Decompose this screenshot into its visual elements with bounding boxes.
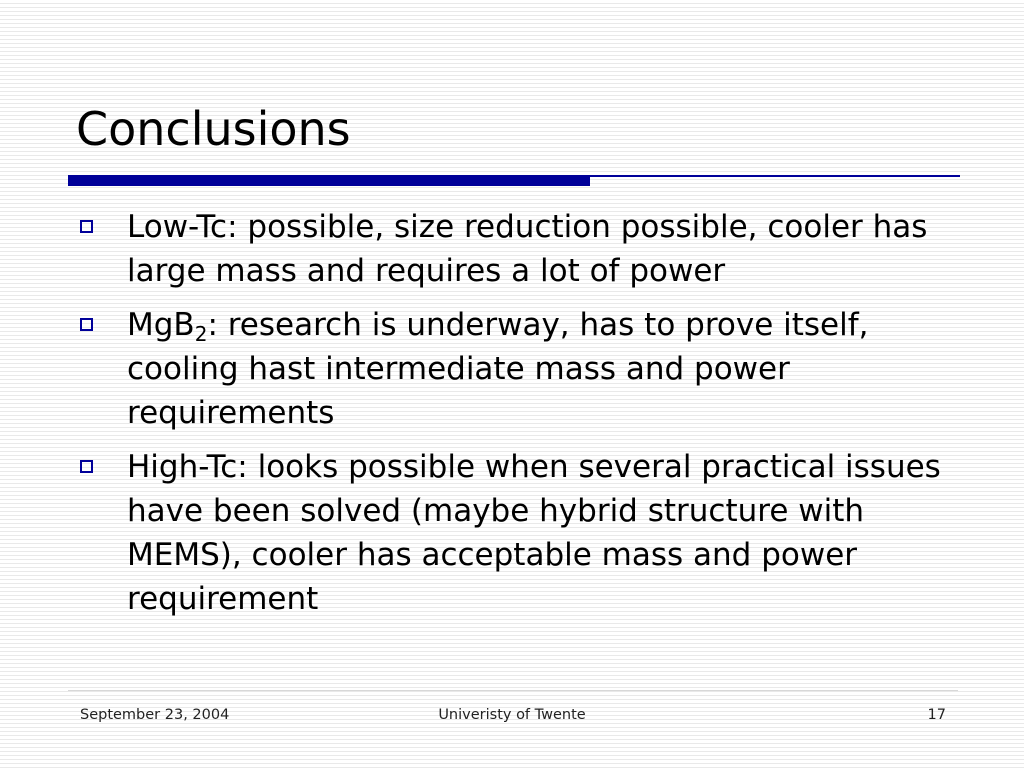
footer-date: September 23, 2004 — [80, 707, 230, 723]
bullet-text — [127, 307, 869, 431]
slide-title: Conclusions — [76, 102, 351, 156]
title-underline-thin — [590, 175, 960, 177]
bullet-text: Low-Tc: possible, size reduction possible, cooler has large mass and requires a lot of power — [127, 209, 928, 289]
hollow-square-icon — [80, 318, 93, 331]
bullet-item — [78, 205, 958, 293]
bullet-text-subscript: 2 — [194, 322, 208, 346]
title-underline-thick — [68, 175, 590, 186]
footer-page-number: 17 — [927, 707, 946, 723]
bullet-text-prefix: MgB — [127, 307, 195, 343]
hollow-square-icon — [80, 220, 93, 233]
footer-divider — [68, 690, 958, 691]
bullet-item — [78, 303, 958, 435]
footer-organization: Univeristy of Twente — [438, 707, 586, 723]
hollow-square-icon — [80, 460, 93, 473]
bullet-text-rest: : research is underway, has to prove itself, cooling hast intermediate mass and power requirements — [127, 307, 869, 431]
bullet-text: High-Tc: looks possible when several practical issues have been solved (maybe hybrid structure with MEMS), cooler has acceptable mass and power requirement — [127, 449, 941, 617]
bullet-list — [78, 205, 958, 631]
bullet-item — [78, 445, 958, 621]
